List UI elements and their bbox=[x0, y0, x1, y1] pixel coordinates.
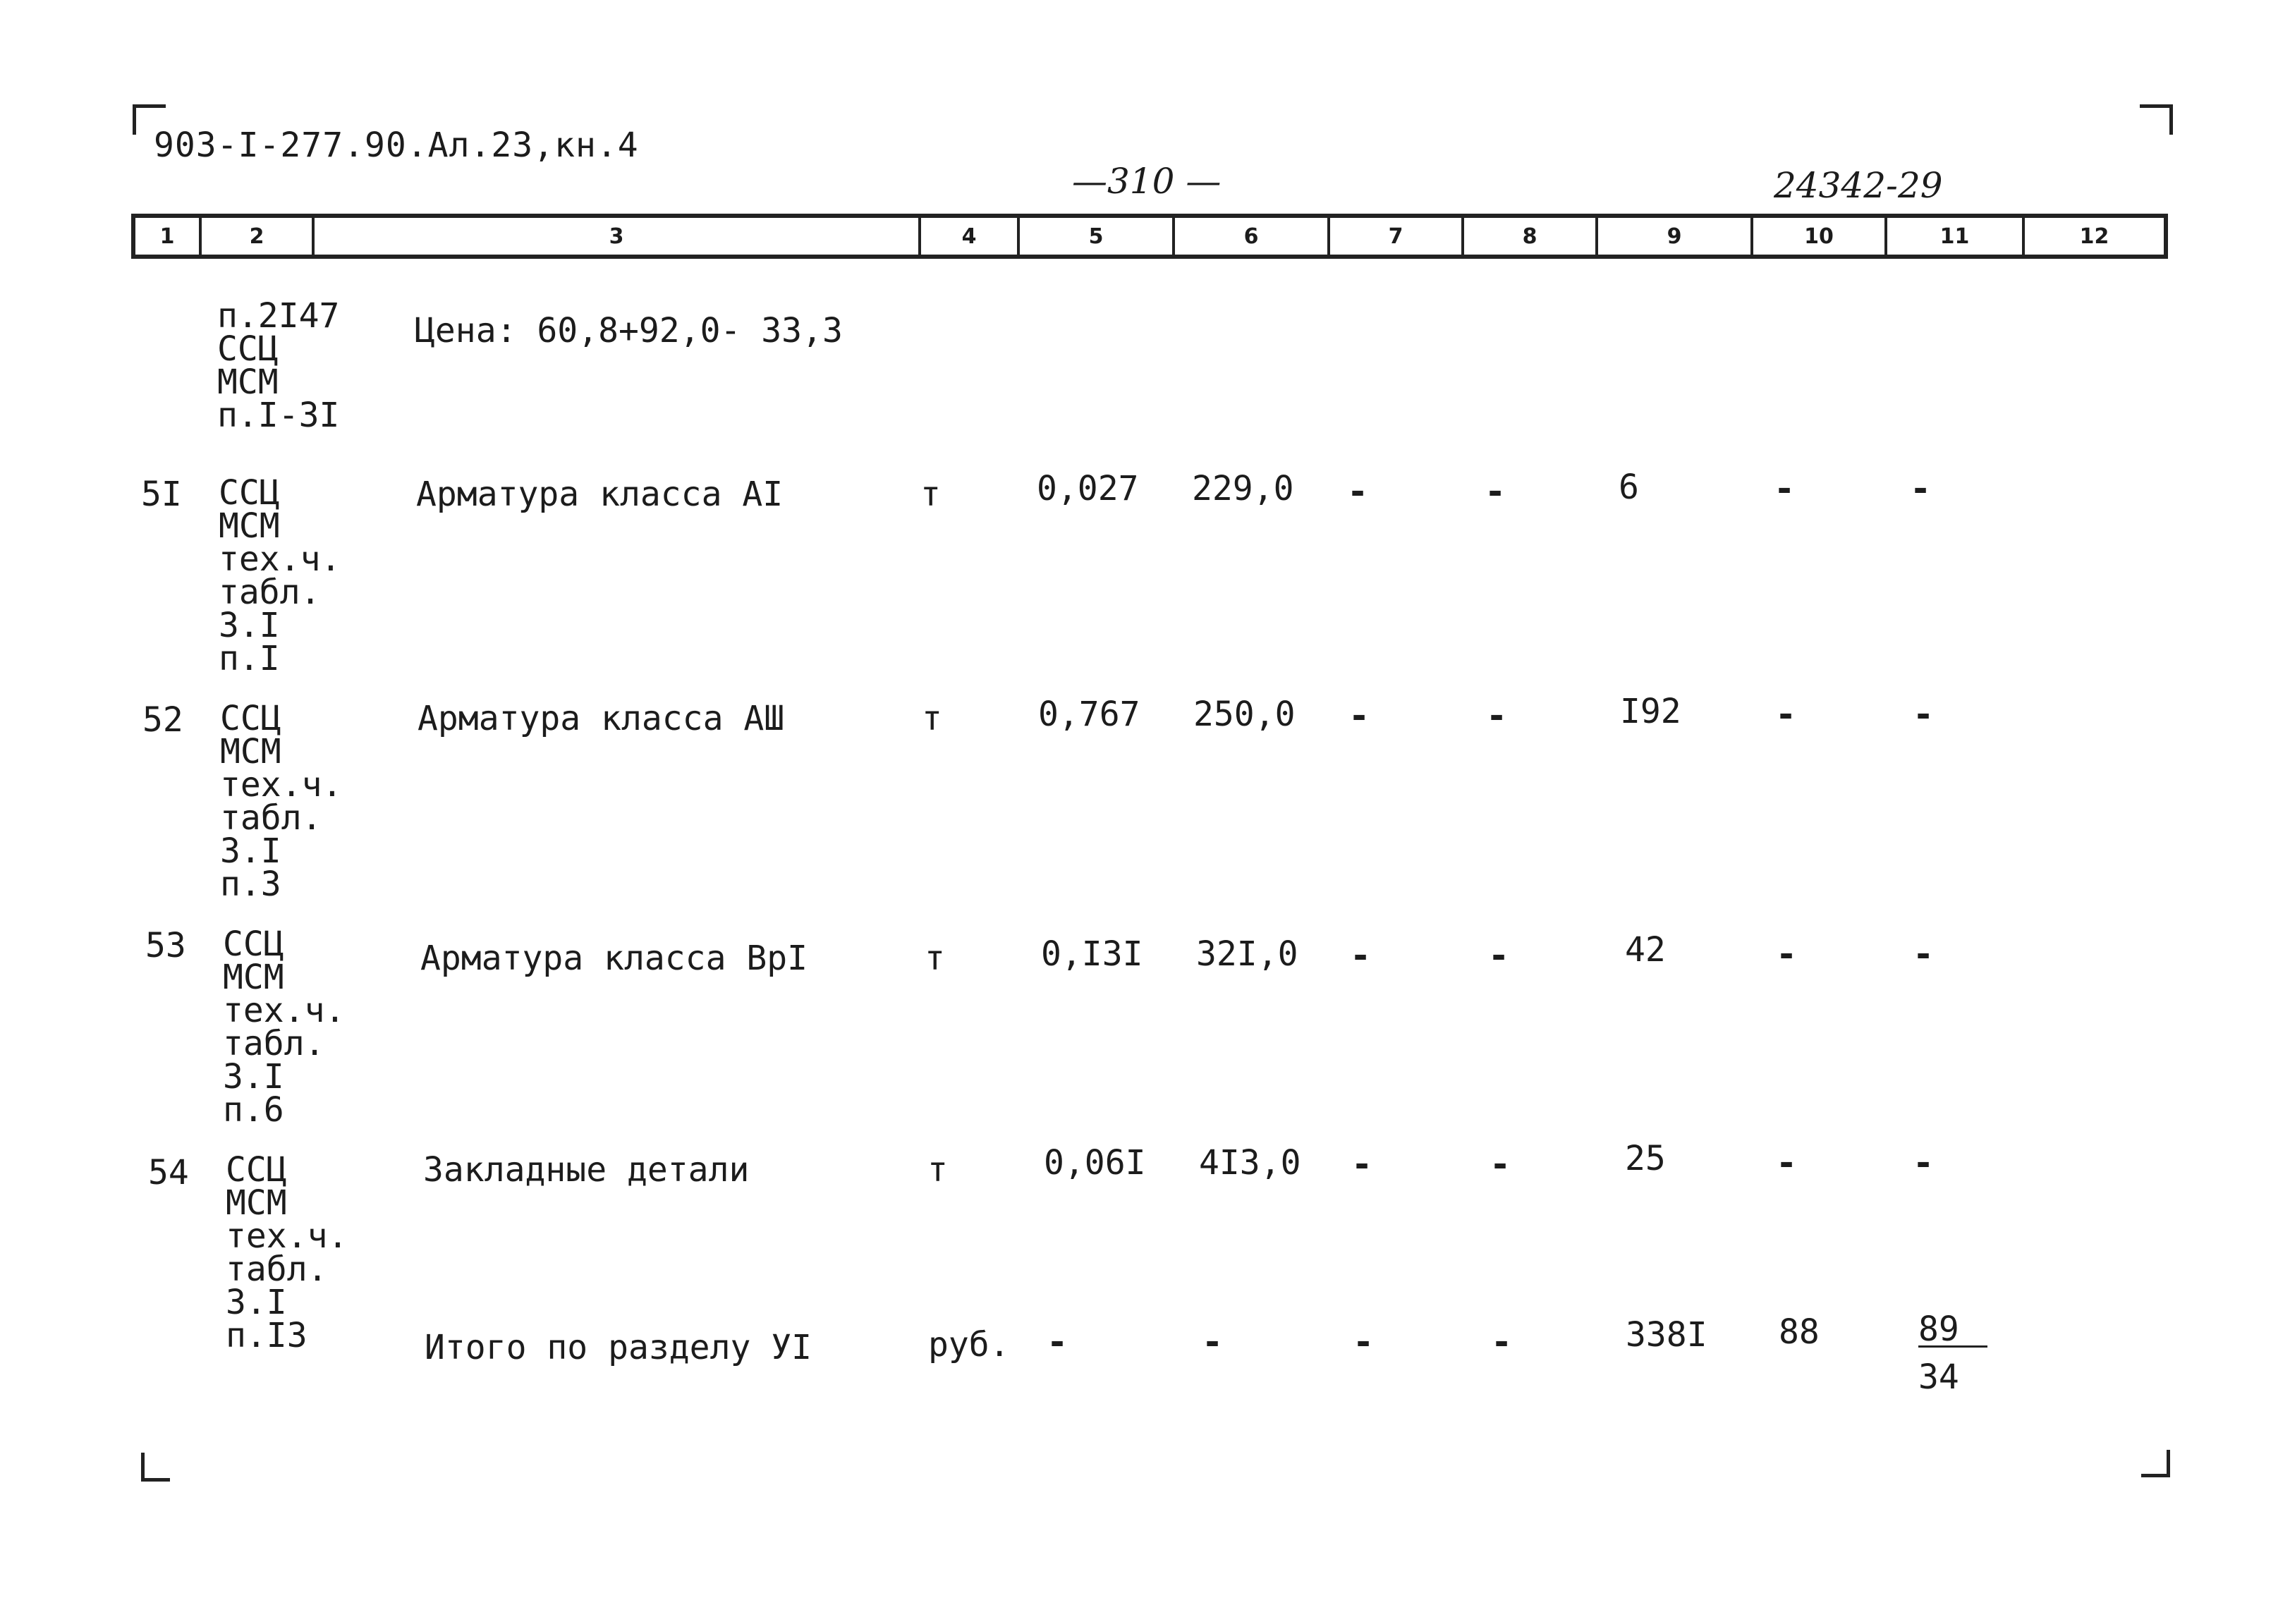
unit: т bbox=[925, 939, 945, 978]
row-number: 54 bbox=[148, 1153, 189, 1192]
ref-line: ССЦ bbox=[223, 924, 284, 964]
ref-line: МСМ bbox=[217, 362, 279, 402]
ref-line: табл. bbox=[219, 573, 321, 612]
ref-line: п.3 bbox=[220, 865, 281, 904]
corner-mark-bottom-right bbox=[2141, 1450, 2170, 1477]
col7-value: - bbox=[1351, 1144, 1373, 1185]
unit: т bbox=[920, 475, 941, 514]
ref-line: тех.ч. bbox=[220, 765, 343, 805]
row-reference bbox=[219, 473, 341, 678]
corner-mark-top-right bbox=[2140, 104, 2173, 135]
ref-line: тех.ч. bbox=[219, 539, 341, 579]
item-name: Закладные детали bbox=[423, 1150, 750, 1190]
ref-line: ССЦ bbox=[220, 699, 281, 738]
corner-mark-bottom-left bbox=[141, 1453, 170, 1482]
column-header: 5 bbox=[1017, 218, 1172, 255]
col10-value: - bbox=[1774, 468, 1796, 509]
ref-line: п.6 bbox=[223, 1090, 284, 1130]
column-header: 1 bbox=[159, 224, 175, 249]
column-header-row bbox=[131, 214, 2168, 259]
total-col7: - bbox=[1353, 1321, 1375, 1362]
total-col9: 338I bbox=[1626, 1315, 1707, 1355]
col8-value: - bbox=[1485, 471, 1506, 512]
total-col11-bottom: 34 bbox=[1918, 1357, 1959, 1397]
quantity: 0,I3I bbox=[1041, 934, 1143, 974]
unit-price: 4I3,0 bbox=[1199, 1143, 1301, 1183]
total-col11-top: 89 bbox=[1918, 1313, 1987, 1348]
ref-line: табл. bbox=[223, 1024, 325, 1063]
col7-value: - bbox=[1350, 935, 1372, 976]
ref-line: МСМ bbox=[223, 958, 284, 997]
column-header: 12 bbox=[2022, 218, 2164, 255]
col9-value: 6 bbox=[1619, 468, 1639, 507]
ref-line: ССЦ bbox=[226, 1150, 287, 1190]
row-reference bbox=[226, 1150, 348, 1355]
column-header: 7 bbox=[1327, 218, 1461, 255]
ref-line: п.2I47 bbox=[217, 296, 340, 336]
column-header: 10 bbox=[1750, 218, 1884, 255]
ref-line: п.I-3I bbox=[217, 396, 340, 435]
ref-line: тех.ч. bbox=[226, 1216, 348, 1256]
row-number: 5I bbox=[141, 475, 182, 514]
row-reference bbox=[223, 924, 346, 1130]
ref-line: 3.I bbox=[219, 606, 280, 645]
price-formula: Цена: 60,8+92,0- 33,3 bbox=[415, 311, 843, 350]
row-number: 52 bbox=[142, 700, 183, 740]
unit: т bbox=[927, 1150, 948, 1190]
col8-value: - bbox=[1486, 695, 1508, 736]
ref-line: 3.I bbox=[223, 1057, 284, 1097]
unit-price: 250,0 bbox=[1193, 695, 1296, 734]
col10-value: - bbox=[1776, 1142, 1798, 1183]
total-col10: 88 bbox=[1779, 1312, 1820, 1352]
col11-value: - bbox=[1913, 1142, 1935, 1183]
col10-value: - bbox=[1776, 934, 1798, 975]
page-number: —310 — bbox=[1072, 161, 1222, 202]
ref-line: тех.ч. bbox=[223, 991, 346, 1030]
column-header: 3 bbox=[312, 218, 918, 255]
total-label: Итого по разделу УI bbox=[425, 1328, 812, 1367]
col9-value: 25 bbox=[1625, 1139, 1666, 1178]
ref-line: п.I bbox=[219, 639, 280, 678]
col11-value: - bbox=[1913, 934, 1935, 975]
column-header: 4 bbox=[918, 218, 1017, 255]
column-header: 11 bbox=[1884, 218, 2022, 255]
ref-line: п.I3 bbox=[226, 1316, 307, 1355]
col11-value: - bbox=[1910, 468, 1932, 509]
ref-line: табл. bbox=[226, 1250, 328, 1289]
total-col5: - bbox=[1047, 1321, 1068, 1362]
column-header: 6 bbox=[1172, 218, 1327, 255]
quantity: 0,06I bbox=[1044, 1143, 1146, 1183]
unit-price: 229,0 bbox=[1192, 469, 1294, 508]
col11-value: - bbox=[1913, 694, 1935, 735]
col8-value: - bbox=[1490, 1144, 1511, 1185]
ref-line: табл. bbox=[220, 798, 322, 838]
ref-line: МСМ bbox=[226, 1183, 287, 1223]
ref-line: ССЦ bbox=[219, 473, 280, 513]
unit-price: 32I,0 bbox=[1196, 934, 1298, 974]
ref-line: 3.I bbox=[226, 1283, 287, 1322]
intro-reference bbox=[217, 296, 340, 435]
column-header: 9 bbox=[1595, 218, 1750, 255]
total-unit: руб. bbox=[928, 1325, 1010, 1364]
row-number: 53 bbox=[145, 926, 186, 965]
quantity: 0,027 bbox=[1037, 469, 1139, 508]
col9-value: I92 bbox=[1620, 692, 1681, 731]
item-name: Арматура класса АI bbox=[416, 475, 784, 514]
document-code: 903-I-277.90.Ал.23,кн.4 bbox=[154, 126, 639, 165]
total-col6: - bbox=[1202, 1321, 1224, 1362]
ref-line: МСМ bbox=[220, 732, 281, 771]
item-name: Арматура класса ВрI bbox=[420, 939, 808, 978]
quantity: 0,767 bbox=[1038, 695, 1140, 734]
col7-value: - bbox=[1347, 471, 1369, 512]
ref-line: ССЦ bbox=[217, 329, 279, 369]
ref-line: МСМ bbox=[219, 506, 280, 546]
total-col8: - bbox=[1491, 1321, 1513, 1362]
column-header: 2 bbox=[199, 218, 312, 255]
document-number: 24342-29 bbox=[1774, 165, 1943, 206]
col10-value: - bbox=[1775, 694, 1797, 735]
unit: т bbox=[922, 699, 942, 738]
col8-value: - bbox=[1488, 935, 1510, 976]
col7-value: - bbox=[1348, 695, 1370, 736]
ref-line: 3.I bbox=[220, 831, 281, 871]
col9-value: 42 bbox=[1625, 930, 1666, 970]
row-reference bbox=[220, 699, 343, 904]
column-header: 8 bbox=[1461, 218, 1595, 255]
item-name: Арматура класса АШ bbox=[418, 699, 785, 738]
